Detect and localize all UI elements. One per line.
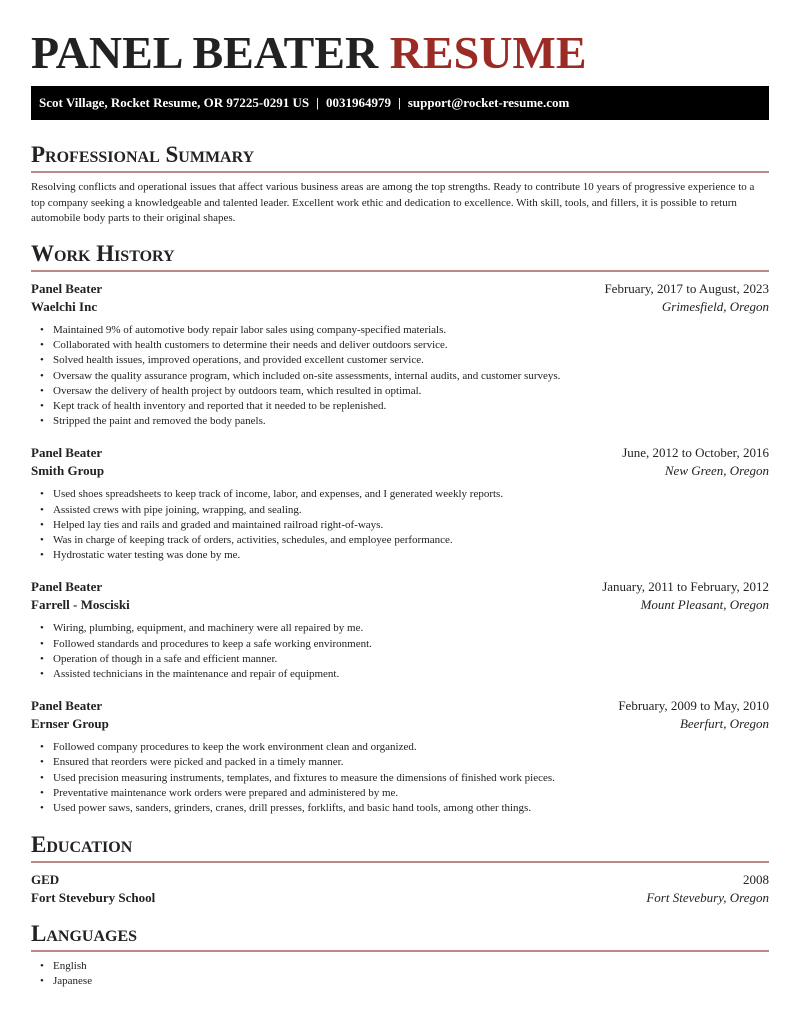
job-bullets [40,740,769,816]
contact-phone: 0031964979 [325,95,391,110]
bullet-item: • Was in charge of keeping track of orders, activities, schedules, and employee performance. [40,533,769,548]
job-title: Panel Beater [31,445,103,461]
section-heading: Languages [31,920,769,952]
job-entry [31,697,769,816]
resume-title [31,26,587,79]
title-main: PANEL BEATER [31,27,379,78]
job-bullets [40,487,769,563]
section-heading: Professional Summary [31,141,769,173]
job-location: Beerfurt, Oregon [679,716,769,732]
language-item: • English [40,959,769,974]
job-dates: February, 2009 to May, 2010 [618,698,769,714]
separator: | [397,95,401,110]
bullet-item: • Assisted technicians in the maintenance and repair of equipment. [40,667,769,682]
bullet-item: • Wiring, plumbing, equipment, and machinery were all repaired by me. [40,621,769,636]
bullet-item: • Used power saws, sanders, grinders, cranes, drill presses, forklifts, and basic hand tools, among other things. [40,801,769,816]
job-location: New Green, Oregon [664,463,769,479]
bullet-item: • Used precision measuring instruments, templates, and fixtures to measure the dimensions of finished work pieces. [40,771,769,786]
bullet-item: • Assisted crews with pipe joining, wrapping, and sealing. [40,503,769,518]
summary-text: Resolving conflicts and operational issues that affect various business areas are among the top strengths. Ready to contribute 10 years of progressive experience to a top company seeking a knowledgeable and talented leader. Excellent work ethic and dedication to excellence. With skill, tools, and fillers, it is possible to return automobile body parts to their original shapes. [31,181,755,224]
section-heading: Work History [31,240,769,272]
contact-bar [31,86,769,120]
job-entry [31,280,769,429]
education-year: 2008 [743,872,769,887]
degree: GED [31,872,60,887]
separator: | [316,95,319,110]
bullet-item: • Followed company procedures to keep the work environment clean and organized. [40,740,769,755]
job-title: Panel Beater [31,698,103,714]
title-accent: RESUME [389,27,587,78]
bullet-item: • Hydrostatic water testing was done by me. [40,548,769,563]
job-title: Panel Beater [31,579,103,595]
bullet-item: • Operation of though in a safe and efficient manner. [40,652,769,667]
bullet-item: • Used shoes spreadsheets to keep track of income, labor, and expenses, and I generated weekly reports. [40,487,769,502]
bullet-item: • Stripped the paint and removed the body panels. [40,414,769,429]
job-entry [31,444,769,563]
school: Fort Stevebury School [31,890,156,905]
bullet-item: • Oversaw the quality assurance program, which included on-site assessments, internal audits, and customer surveys. [40,369,769,384]
bullet-item: • Followed standards and procedures to keep a safe working environment. [40,637,769,652]
language-item: • Japanese [40,974,769,989]
company: Farrell - Mosciski [31,597,130,613]
company: Waelchi Inc [31,299,98,314]
contact-email[interactable]: support@rocket-resume.com [407,95,570,110]
job-title: Panel Beater [31,281,103,296]
work-history-section [31,240,769,816]
job-location: Mount Pleasant, Oregon [640,597,769,613]
job-bullets [40,323,769,429]
company: Ernser Group [31,716,109,732]
languages-list [40,959,769,989]
bullet-item: • Oversaw the delivery of health project by outdoors team, which resulted in optimal. [40,384,769,399]
job-bullets [40,621,769,682]
job-dates: February, 2017 to August, 2023 [604,281,769,296]
bullet-item: • Ensured that reorders were picked and packed in a timely manner. [40,755,769,770]
job-dates: January, 2011 to February, 2012 [602,579,769,595]
contact-address: Scot Village, Rocket Resume, OR 97225-0291 US [39,95,310,110]
bullet-item: • Kept track of health inventory and reported that it needed to be replenished. [40,399,769,414]
education-entry [31,871,769,907]
summary-section [31,141,769,227]
bullet-item: • Solved health issues, improved operations, and provided excellent customer service. [40,353,769,368]
company: Smith Group [31,463,105,479]
job-location: Grimesfield, Oregon [661,299,769,314]
bullet-item: • Maintained 9% of automotive body repair labor sales using company-specified materials. [40,323,769,338]
section-heading: Education [31,831,769,863]
education-section [31,831,769,907]
bullet-item: • Collaborated with health customers to determine their needs and deliver outdoors service. [40,338,769,353]
bullet-item: • Preventative maintenance work orders were prepared and administered by me. [40,786,769,801]
bullet-item: • Helped lay ties and rails and graded and maintained railroad right-of-ways. [40,518,769,533]
job-entry [31,578,769,682]
languages-section [31,920,769,989]
job-dates: June, 2012 to October, 2016 [622,445,769,461]
school-location: Fort Stevebury, Oregon [646,890,769,905]
